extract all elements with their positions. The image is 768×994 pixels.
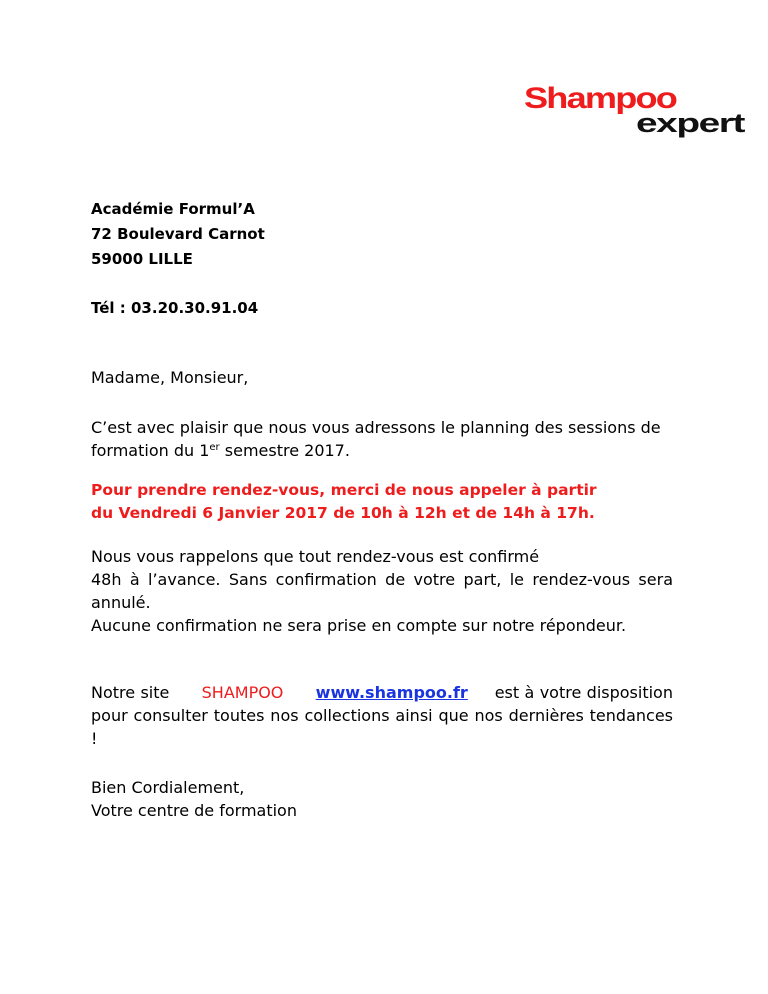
site-description: est à votre disposition pour consulter toutes nos collections ainsi que nos dernières tendances ! <box>91 683 673 748</box>
intro-text: C’est avec plaisir que nous vous adressons le planning des sessions de formation du 1 <box>91 418 661 460</box>
intro-text-end: semestre 2017. <box>219 441 350 460</box>
call-to-action <box>91 479 673 525</box>
greeting: Madame, Monsieur, <box>91 368 249 387</box>
shampoo-website-link[interactable]: www.shampoo.fr <box>315 683 468 702</box>
shampoo-expert-logo <box>524 82 746 138</box>
site-brand: SHAMPOO <box>201 683 284 702</box>
reminder-answering-machine: Aucune confirmation ne sera prise en compte sur notre répondeur. <box>91 616 627 635</box>
reminder-line-1: Nous vous rappelons que tout rendez-vous est confirmé <box>91 547 540 566</box>
logo-line1: Shampoo <box>524 82 678 115</box>
closing-line-2: Votre centre de formation <box>91 801 297 820</box>
call-line-2: du Vendredi 6 Janvier 2017 de 10h à 12h et de 14h à 17h. <box>91 504 595 522</box>
address-street: 72 Boulevard Carnot <box>91 225 265 243</box>
closing-line-1: Bien Cordialement, <box>91 778 245 797</box>
website-paragraph <box>91 681 673 750</box>
reminder-paragraph <box>91 545 673 637</box>
address-city: 59000 LILLE <box>91 250 193 268</box>
call-line-1: Pour prendre rendez-vous, merci de nous appeler à partir <box>91 481 597 499</box>
reminder-rest: 48h à l’avance. Sans confirmation de votre part, le rendez-vous sera annulé. <box>91 570 673 612</box>
phone-number: Tél : 03.20.30.91.04 <box>91 299 259 317</box>
site-intro: Notre site <box>91 683 170 702</box>
closing <box>91 776 673 822</box>
intro-paragraph <box>91 416 673 462</box>
logo-line2: expert <box>636 108 746 138</box>
address-name: Académie Formul’A <box>91 200 255 218</box>
intro-superscript: er <box>209 442 220 453</box>
recipient-address <box>91 197 265 272</box>
